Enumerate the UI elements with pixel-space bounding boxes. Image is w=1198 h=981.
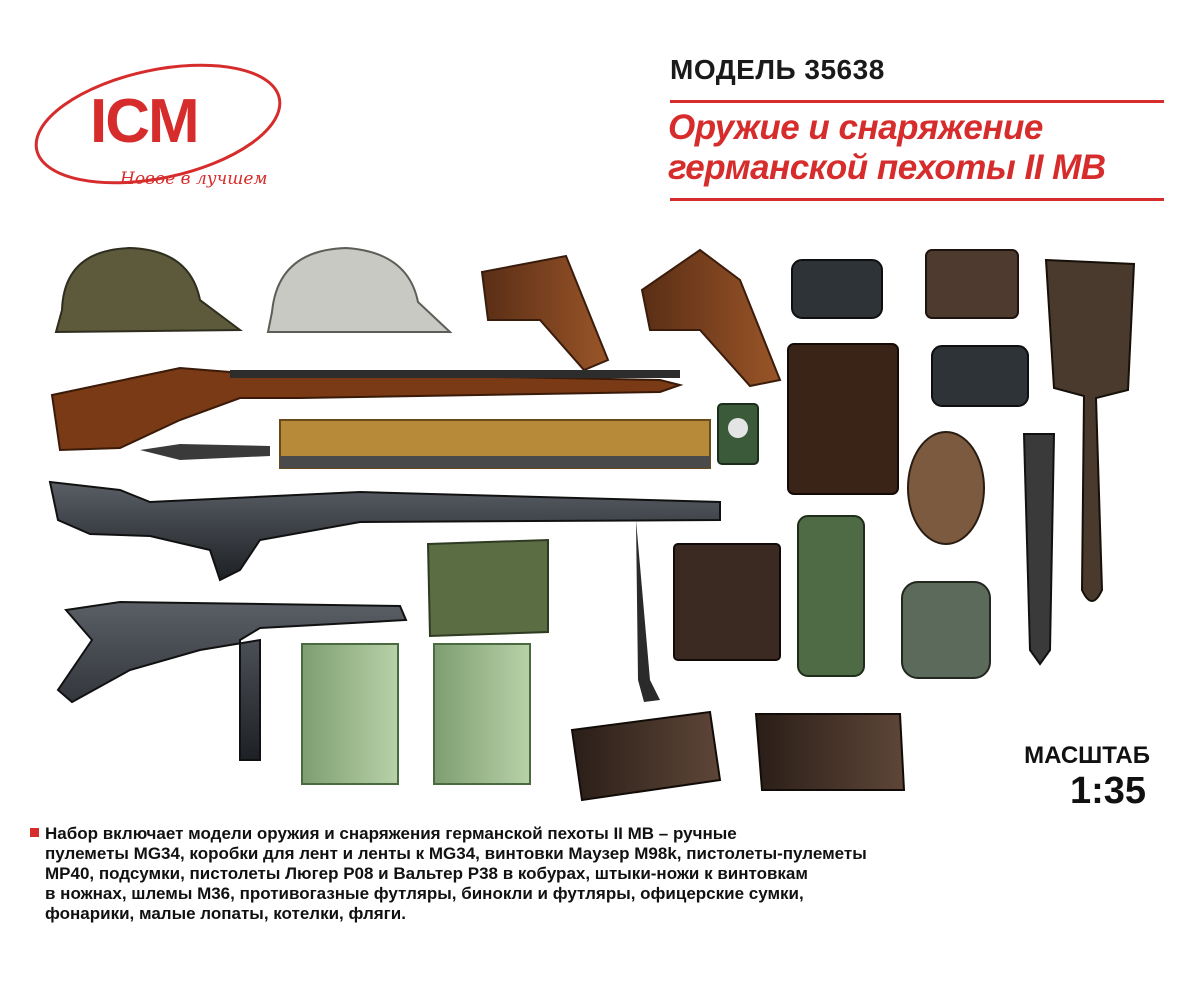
- description-line-3: MP40, подсумки, пистолеты Люгер Р08 и Вальтер Р38 в кобурах, штыки-ножи к винтовкам: [45, 864, 808, 883]
- ammo-pouch-left-icon: [572, 712, 720, 800]
- description: [30, 824, 1160, 924]
- holster-walther-icon: [482, 256, 608, 370]
- title-line-2: германской пехоты II МВ: [668, 148, 1106, 187]
- description-line-2: пулеметы MG34, коробки для лент и ленты к MG34, винтовки Маузер M98k, пистолеты-пулеметы: [45, 844, 867, 863]
- description-line-4: в ножнах, шлемы М36, противогазные футляры, бинокли и футляры, офицерские сумки,: [45, 884, 804, 903]
- map-case-icon: [788, 344, 898, 494]
- description-line-1: Набор включает модели оружия и снаряжения германской пехоты II МВ – ручные: [30, 824, 1160, 844]
- pouch-icon: [674, 544, 780, 660]
- mp40-pouch-left-icon: [302, 644, 398, 784]
- description-line-5: фонарики, малые лопаты, котелки, фляги.: [45, 904, 406, 923]
- title-rule-bottom: [670, 198, 1164, 201]
- bayonet-scabbard-icon: [1024, 434, 1054, 664]
- binoculars-top-icon: [792, 260, 882, 318]
- model-number: МОДЕЛЬ 35638: [670, 54, 885, 85]
- helmet-green-icon: [56, 248, 240, 332]
- canteen-icon: [908, 432, 984, 544]
- bipod-icon: [636, 520, 660, 702]
- binocular-case-icon: [926, 250, 1018, 318]
- ammo-pouch-right-icon: [756, 714, 904, 790]
- logo-slogan: Новое в лучшем: [120, 169, 268, 189]
- mp40-pouch-right-icon: [434, 644, 530, 784]
- title-line-1: Оружие и снаряжение: [668, 108, 1043, 147]
- mess-kit-icon: [902, 582, 990, 678]
- icm-logo: [28, 52, 296, 202]
- machine-gun-mg34-icon: [50, 482, 720, 580]
- helmet-white-icon: [268, 248, 450, 332]
- bullet-icon: [30, 828, 39, 837]
- shovel-icon: [1046, 260, 1134, 601]
- gas-mask-canister-icon: [798, 516, 864, 676]
- product-title: [668, 108, 1188, 188]
- holster-luger-icon: [642, 250, 780, 386]
- equipment-illustration: [0, 220, 1198, 820]
- scale-value: 1:35: [1069, 770, 1146, 812]
- bayonet-small-icon: [140, 444, 270, 460]
- logo-text: ICM: [90, 87, 198, 156]
- binoculars-bottom-icon: [932, 346, 1028, 406]
- title-rule-top: [670, 100, 1164, 103]
- rifle-barrel-icon: [230, 370, 680, 378]
- scale-label: МАСШТАБ: [1024, 742, 1150, 769]
- ammo-box-icon: [428, 540, 548, 636]
